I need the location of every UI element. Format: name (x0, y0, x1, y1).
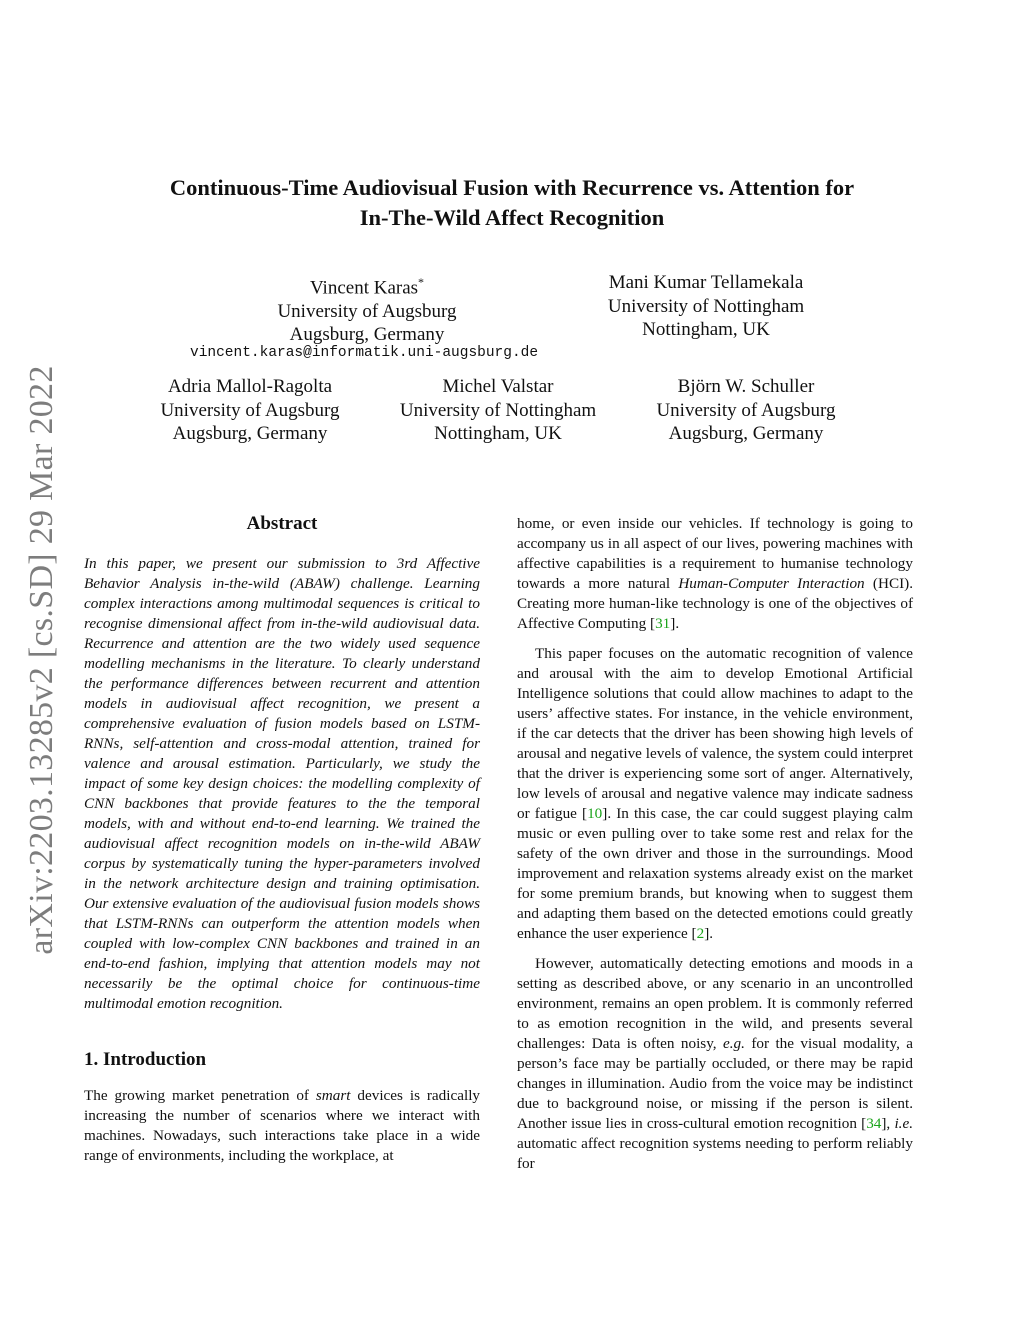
abstract-heading: Abstract (246, 513, 318, 534)
body-paragraph-2: This paper focuses on the automatic recognition of valence and arousal with the aim to develop Emotional Artificial Intelligence solutions that could allow machines to adapt to the users’ affective states. For instance, in the vehicle environment, if the car detects that the driver has been showing high levels of arousal and negative levels of valence, the system could interpret that the driver is experiencing some sort of anger. Alternatively, low levels of arousal and negative valence may indicate sadness or fatigue [10]. In this case, the car could suggest playing calm music or even pulling over to take some rest and relax for the safety of the own driver and those in the surroundings. Mood improvement and relaxation systems already exist on the market for some premium brands, but knowing when to suggest them and adapting them based on the detected emotions could greatly enhance the user experience [2]. (517, 645, 913, 942)
author-affiliation: University of Nottingham (399, 399, 597, 421)
author-location: Nottingham, UK (434, 423, 562, 444)
citation-link[interactable]: 34 (866, 1115, 882, 1132)
paper-title (80, 173, 944, 233)
citation-link[interactable]: 31 (655, 615, 671, 632)
author-email: vincent.karas@informatik.uni-augsburg.de (190, 345, 539, 361)
introduction-heading: 1. Introduction (84, 1049, 207, 1070)
left-column (84, 512, 480, 1166)
corresponding-author-mark: * (418, 275, 425, 289)
citation-link[interactable]: 10 (587, 805, 603, 822)
author-location: Augsburg, Germany (172, 423, 328, 444)
body-paragraph-3: However, automatically detecting emotions and moods in a setting as described above, or any scenario in an uncontrolled environment, remains an open problem. It is commonly referred to as emotion recognition in the wild, and presents several challenges: Data is often noisy, e.g. for the visual modality, a person’s face may be partially occluded, or there may be rapid changes in illumination. Audio from the voice may be indistinct due to background noise, or missing if the person is silent. Another issue lies in cross-cultural emotion recognition [34], i.e. automatic affect recognition systems needing to perform reliably for (517, 955, 914, 1172)
abstract-text: In this paper, we present our submission to 3rd Affective Behavior Analysis in-the-wild (ABAW) challenge. Learning complex interactions among multimodal sequences is critical to recognise dimensional affect from in-the-wild audiovisual data. Recurrence and attention are the two widely used sequence modelling mechanisms in the literature. To clearly understand the performance differences between recurrent and attention models in audiovisual affect recognition, we present a comprehensive evaluation of fusion models based on LSTM-RNNs, self-attention and cross-modal attention, trained for valence and arousal estimation. Particularly, we study the impact of some key design choices: the modelling complexity of CNN backbones that provide features to the the temporal models, with and without end-to-end learning. We trained the audiovisual affect recognition models on in-the-wild ABAW corpus by systematically tuning the hyper-parameters involved in the network architecture design and training optimisation. Our extensive evaluation of the audiovisual fusion models shows that LSTM-RNNs can outperform the attention models when coupled with low-complex CNN backbones and trained in an end-to-end fashion, implying that attention models may not necessarily be the optimal choice for continuous-time multimodal emotion recognition. (84, 555, 480, 1012)
author-block-tellamekala (608, 271, 804, 342)
author-name: Adria Mallol-Ragolta (167, 376, 333, 397)
right-column (517, 514, 913, 1174)
introduction-paragraph: The growing market penetration of smart devices is radically increasing the number of scenarios where we interact with machines. Nowadays, such interactions take place in a wide range of environments, including the workplace, at (84, 1087, 481, 1164)
paper-title-line-2: In-The-Wild Affect Recognition (359, 205, 665, 230)
author-block-valstar (400, 375, 596, 446)
author-location: Augsburg, Germany (668, 423, 824, 444)
author-name: Mani Kumar Tellamekala (608, 272, 804, 293)
author-location: Nottingham, UK (642, 319, 770, 340)
arxiv-identifier-text: arXiv:2203.13285v2 [cs.SD] 29 Mar 2022 (23, 365, 60, 955)
author-location: Augsburg, Germany (289, 324, 445, 346)
author-affiliation: University of Augsburg (277, 300, 457, 322)
author-block-karas (277, 271, 456, 347)
author-block-mallol-ragolta (160, 375, 339, 446)
author-name: Björn W. Schuller (677, 376, 815, 397)
body-paragraph-1: home, or even inside our vehicles. If technology is going to accompany us in all aspect of our lives, powering machines with affective capabilities is a requirement to humanise technology towards a more natural Human-Computer Interaction (HCI). Creating more human-like technology is one of the objectives of Affective Computing [31]. (517, 515, 913, 632)
paper-title-line-1: Continuous-Time Audiovisual Fusion with Recurrence vs. Attention for (169, 175, 855, 200)
author-affiliation: University of Augsburg (160, 399, 340, 421)
author-affiliation: University of Nottingham (607, 295, 805, 317)
author-block-schuller (656, 375, 835, 446)
author-name: Vincent Karas* (309, 275, 425, 299)
author-affiliation: University of Augsburg (656, 399, 836, 421)
citation-link[interactable]: 2 (696, 925, 705, 942)
author-name: Michel Valstar (442, 376, 554, 397)
